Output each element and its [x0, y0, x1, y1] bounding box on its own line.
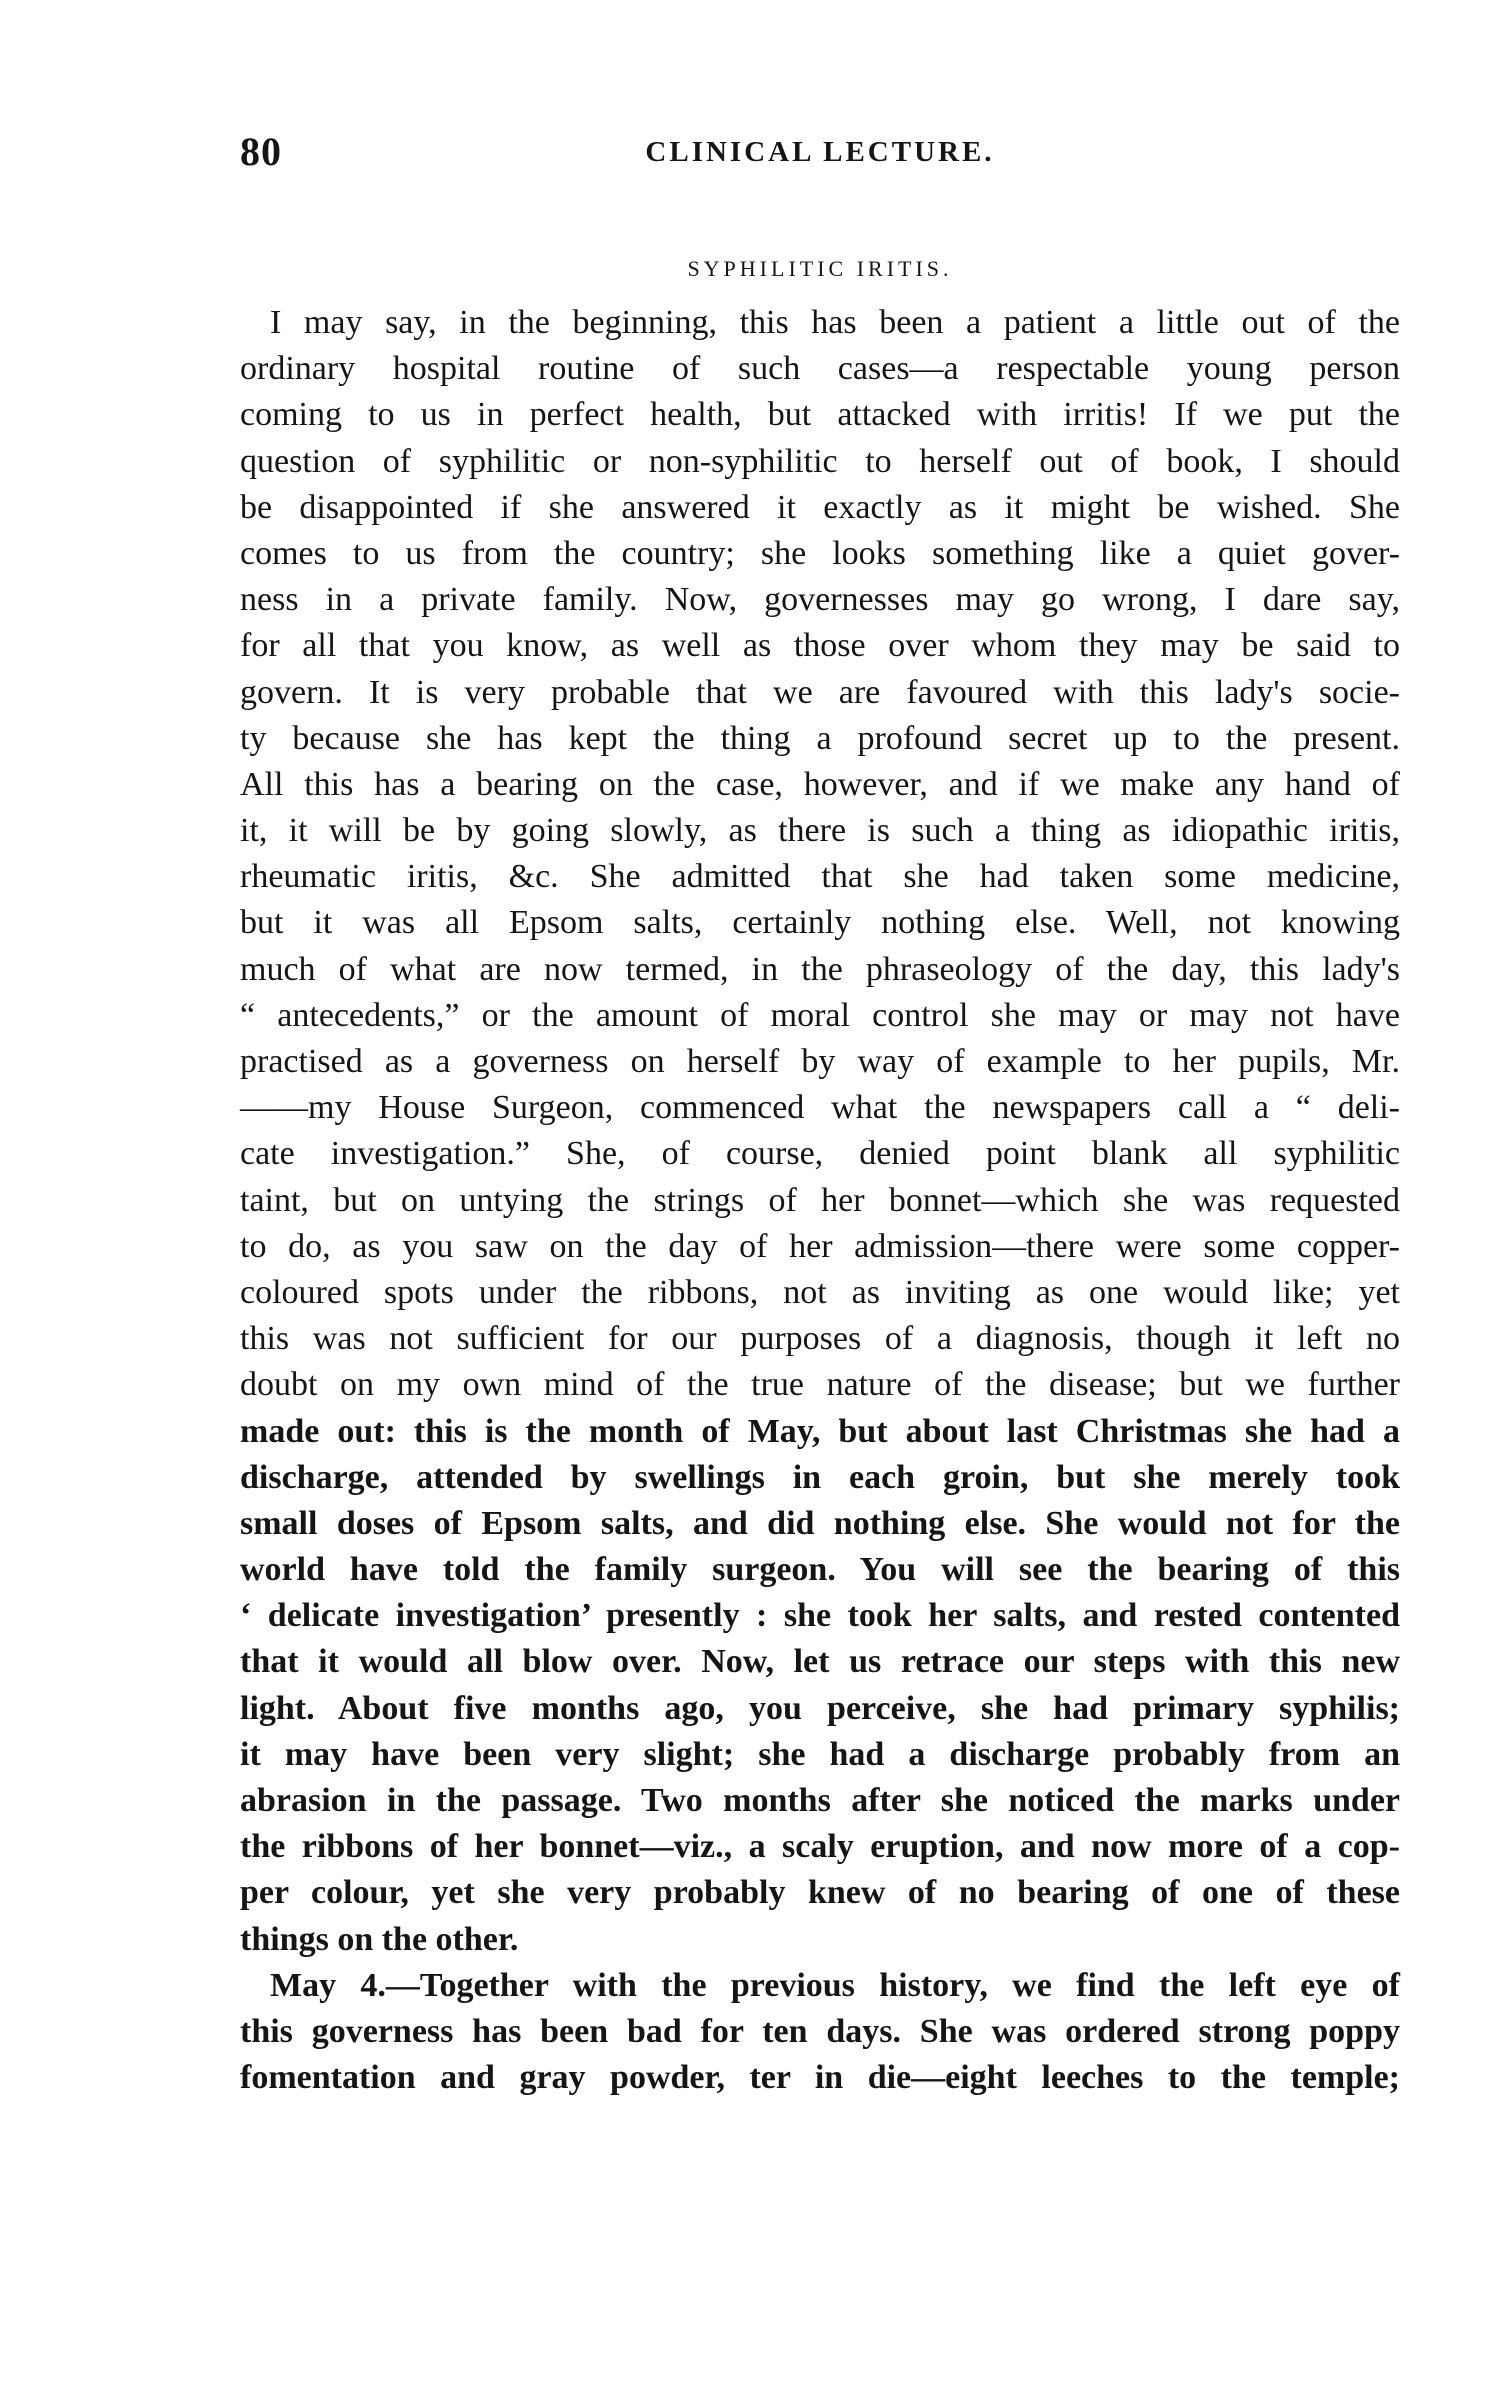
text-line: ‘ delicate investigation’ presently : she took her salts, and rested contented — [240, 1597, 1400, 1635]
section-title: SYPHILITIC IRITIS. — [687, 256, 953, 281]
text-line: comes to us from the country; she looks something like a quiet gover- — [240, 534, 1400, 572]
text-line: doubt on my own mind of the true nature of the disease; but we further — [240, 1366, 1400, 1404]
text-line: cate investigation.” She, of course, denied point blank all syphilitic — [240, 1135, 1400, 1173]
text-line: taint, but on untying the strings of her bonnet—which she was requested — [240, 1181, 1400, 1219]
text-line: All this has a bearing on the case, however, and if we make any hand of — [240, 765, 1400, 803]
page-number: 80 — [240, 129, 282, 174]
text-line: ness in a private family. Now, governesses may go wrong, I dare say, — [240, 581, 1400, 619]
text-line: May 4.—Together with the previous history, we find the left eye of — [270, 1966, 1400, 2004]
text-line: discharge, attended by swellings in each groin, but she merely took — [240, 1458, 1400, 1496]
text-line: things on the other. — [240, 1920, 519, 1958]
text-line: world have told the family surgeon. You will see the bearing of this — [240, 1551, 1400, 1589]
text-line: rheumatic iritis, &c. She admitted that she had taken some medicine, — [240, 858, 1400, 896]
text-line: “ antecedents,” or the amount of moral control she may or may not have — [240, 996, 1400, 1034]
text-line: fomentation and gray powder, ter in die—eight leeches to the temple; — [240, 2059, 1400, 2097]
text-line: I may say, in the beginning, this has been a patient a little out of the — [270, 304, 1400, 341]
text-line: light. About five months ago, you perceive, she had primary syphilis; — [240, 1689, 1400, 1727]
text-line: coming to us in perfect health, but attacked with irritis! If we put the — [240, 396, 1400, 434]
text-line: per colour, yet she very probably knew of no bearing of one of these — [240, 1874, 1400, 1912]
text-line: practised as a governess on herself by way of example to her pupils, Mr. — [240, 1043, 1400, 1080]
text-line: coloured spots under the ribbons, not as inviting as one would like; yet — [240, 1273, 1400, 1311]
running-title: CLINICAL LECTURE. — [645, 136, 995, 168]
text-line: small doses of Epsom salts, and did nothing else. She would not for the — [240, 1504, 1400, 1542]
text-line: that it would all blow over. Now, let us retrace our steps with this new — [240, 1643, 1400, 1681]
text-line: govern. It is very probable that we are favoured with this lady's socie- — [240, 673, 1400, 711]
text-line: this governess has been bad for ten days. She was ordered strong poppy — [240, 2012, 1400, 2050]
text-line: ty because she has kept the thing a profound secret up to the present. — [240, 719, 1400, 757]
text-line: ordinary hospital routine of such cases—a respectable young person — [240, 350, 1400, 388]
text-line: ——my House Surgeon, commenced what the newspapers call a “ deli- — [240, 1089, 1400, 1127]
text-line: be disappointed if she answered it exactly as it might be wished. She — [240, 488, 1400, 526]
text-line: this was not sufficient for our purposes of a diagnosis, though it left no — [240, 1320, 1400, 1358]
text-line: much of what are now termed, in the phraseology of the day, this lady's — [240, 950, 1400, 988]
text-line: question of syphilitic or non-syphilitic to herself out of book, I should — [240, 442, 1400, 480]
text-line: the ribbons of her bonnet—viz., a scaly eruption, and now more of a cop- — [240, 1828, 1400, 1866]
body-text — [240, 300, 1400, 2101]
text-line: it, it will be by going slowly, as there is such a thing as idiopathic iritis, — [240, 812, 1400, 850]
text-line: made out: this is the month of May, but about last Christmas she had a — [240, 1412, 1400, 1450]
text-line: for all that you know, as well as those over whom they may be said to — [240, 627, 1400, 665]
text-line: but it was all Epsom salts, certainly nothing else. Well, not knowing — [240, 904, 1400, 942]
text-line: to do, as you saw on the day of her admission—there were some copper- — [240, 1227, 1400, 1265]
text-line: abrasion in the passage. Two months after she noticed the marks under — [240, 1782, 1400, 1819]
running-head — [240, 128, 1400, 188]
text-line: it may have been very slight; she had a discharge probably from an — [240, 1735, 1400, 1773]
